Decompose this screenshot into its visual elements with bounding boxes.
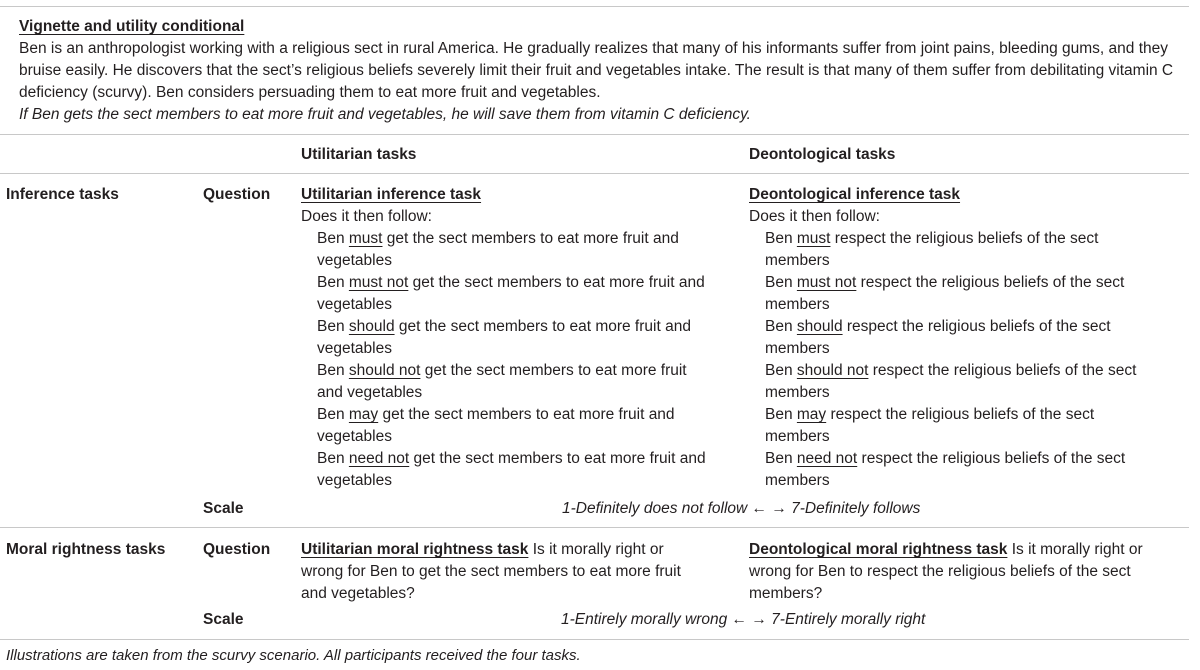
option-subject: Ben [765, 318, 797, 335]
utilitarian-option-line1 [317, 228, 679, 250]
option-rest: get the sect members to eat more fruit [420, 362, 687, 379]
deontological-option-line1 [765, 404, 1094, 426]
option-modal: need not [796, 450, 858, 467]
vignette-text: Ben is an anthropologist working with a religious sect in rural America. He gradually realizes that many of his informants suffer from joint pains, bleeding gums, and they bruise easily. He discovers that the sect’s religious beliefs severely limit their fruit and vegetables intake. The result is that many of them suffer from debilitating vitamin C deficiency (scurvy). Ben considers persuading them to eat more fruit and vegetables. [19, 40, 1174, 101]
option-rest: respect the religious beliefs of the sect [842, 318, 1111, 335]
option-modal: should not [348, 362, 421, 379]
utilitarian-option-line1 [317, 404, 675, 426]
utilitarian-option-line1 [317, 272, 705, 294]
option-rest: respect the religious beliefs of the sect [830, 230, 1099, 247]
option-subject: Ben [765, 450, 797, 467]
vignette-rule [0, 134, 1189, 135]
option-rest: respect the religious beliefs of the sect [868, 362, 1137, 379]
moral-question-label: Question [203, 541, 271, 558]
deontological-option-line2: members [765, 252, 830, 269]
table-footnote: Illustrations are taken from the scurvy scenario. All participants received the four tasks. [6, 647, 581, 664]
utilitarian-moral-line1 [301, 539, 664, 561]
option-subject: Ben [317, 362, 349, 379]
inference-scale-text: 1-Definitely does not follow ← → 7-Definitely follows [562, 500, 921, 517]
vignette-heading: Vignette and utility conditional [19, 18, 245, 35]
deontological-moral-question-start: Is it morally right or [1007, 541, 1143, 558]
option-subject: Ben [317, 318, 349, 335]
deontological-column-header: Deontological tasks [749, 146, 896, 163]
option-modal: need not [348, 450, 410, 467]
deontological-moral-line2: wrong for Ben to respect the religious beliefs of the sect [749, 563, 1131, 580]
inference-question-label: Question [203, 186, 271, 203]
option-modal: must not [796, 274, 857, 291]
option-rest: get the sect members to eat more fruit and [408, 274, 705, 291]
option-modal: must [796, 230, 831, 247]
utilitarian-moral-line2: wrong for Ben to get the sect members to eat more fruit [301, 563, 681, 580]
header-rule [0, 173, 1189, 174]
utilitarian-option-line2: vegetables [317, 340, 392, 357]
utilitarian-option-line1 [317, 360, 687, 382]
deontological-option-line2: members [765, 384, 830, 401]
option-subject: Ben [317, 230, 349, 247]
utilitarian-option-line2: vegetables [317, 296, 392, 313]
option-rest: get the sect members to eat more fruit and [378, 406, 675, 423]
inference-rule [0, 527, 1189, 528]
deontological-option-line2: members [765, 340, 830, 357]
deontological-option-line1 [765, 228, 1098, 250]
option-subject: Ben [765, 406, 797, 423]
option-modal: may [348, 406, 379, 423]
option-rest: respect the religious beliefs of the sect [857, 450, 1126, 467]
deontological-moral-line3: members? [749, 585, 823, 602]
moral-scale-text: 1-Entirely morally wrong ← → 7-Entirely morally right [561, 611, 926, 628]
option-modal: must not [348, 274, 409, 291]
option-modal: should not [796, 362, 869, 379]
utilitarian-option-line2: vegetables [317, 252, 392, 269]
deontological-moral-title: Deontological moral rightness task [749, 541, 1008, 558]
option-rest: respect the religious beliefs of the sect [856, 274, 1125, 291]
option-modal: should [796, 318, 843, 335]
utilitarian-moral-question-start: Is it morally right or [528, 541, 664, 558]
inference-scale-label: Scale [203, 500, 244, 517]
deontological-inference-title: Deontological inference task [749, 186, 961, 203]
utilitarian-moral-line3: and vegetables? [301, 585, 415, 602]
option-subject: Ben [765, 362, 797, 379]
deontological-option-line1 [765, 316, 1111, 338]
option-rest: get the sect members to eat more fruit and [382, 230, 679, 247]
utilitarian-option-line2: vegetables [317, 428, 392, 445]
deontological-moral-line1 [749, 539, 1143, 561]
utilitarian-inference-title: Utilitarian inference task [301, 186, 482, 203]
utilitarian-column-header: Utilitarian tasks [301, 146, 417, 163]
inference-row-label: Inference tasks [6, 186, 119, 203]
utility-conditional: If Ben gets the sect members to eat more fruit and vegetables, he will save them from vitamin C deficiency. [19, 106, 751, 123]
option-subject: Ben [317, 406, 349, 423]
moral-scale-label: Scale [203, 611, 244, 628]
option-rest: get the sect members to eat more fruit and [409, 450, 706, 467]
option-subject: Ben [765, 274, 797, 291]
deontological-inference-intro: Does it then follow: [749, 208, 880, 225]
utilitarian-option-line1 [317, 316, 691, 338]
utilitarian-inference-intro: Does it then follow: [301, 208, 432, 225]
utilitarian-option-line2: and vegetables [317, 384, 423, 401]
option-subject: Ben [317, 274, 349, 291]
utilitarian-option-line2: vegetables [317, 472, 392, 489]
option-subject: Ben [765, 230, 797, 247]
deontological-option-line1 [765, 448, 1125, 470]
deontological-option-line2: members [765, 296, 830, 313]
deontological-option-line2: members [765, 472, 830, 489]
option-modal: should [348, 318, 395, 335]
bottom-rule [0, 639, 1189, 640]
option-rest: get the sect members to eat more fruit and [394, 318, 691, 335]
deontological-option-line2: members [765, 428, 830, 445]
option-modal: may [796, 406, 827, 423]
utilitarian-moral-title: Utilitarian moral rightness task [301, 541, 529, 558]
top-rule [0, 6, 1189, 7]
utilitarian-option-line1 [317, 448, 706, 470]
option-modal: must [348, 230, 383, 247]
deontological-option-line1 [765, 272, 1124, 294]
option-subject: Ben [317, 450, 349, 467]
deontological-option-line1 [765, 360, 1136, 382]
option-rest: respect the religious beliefs of the sect [826, 406, 1095, 423]
moral-row-label: Moral rightness tasks [6, 541, 166, 558]
